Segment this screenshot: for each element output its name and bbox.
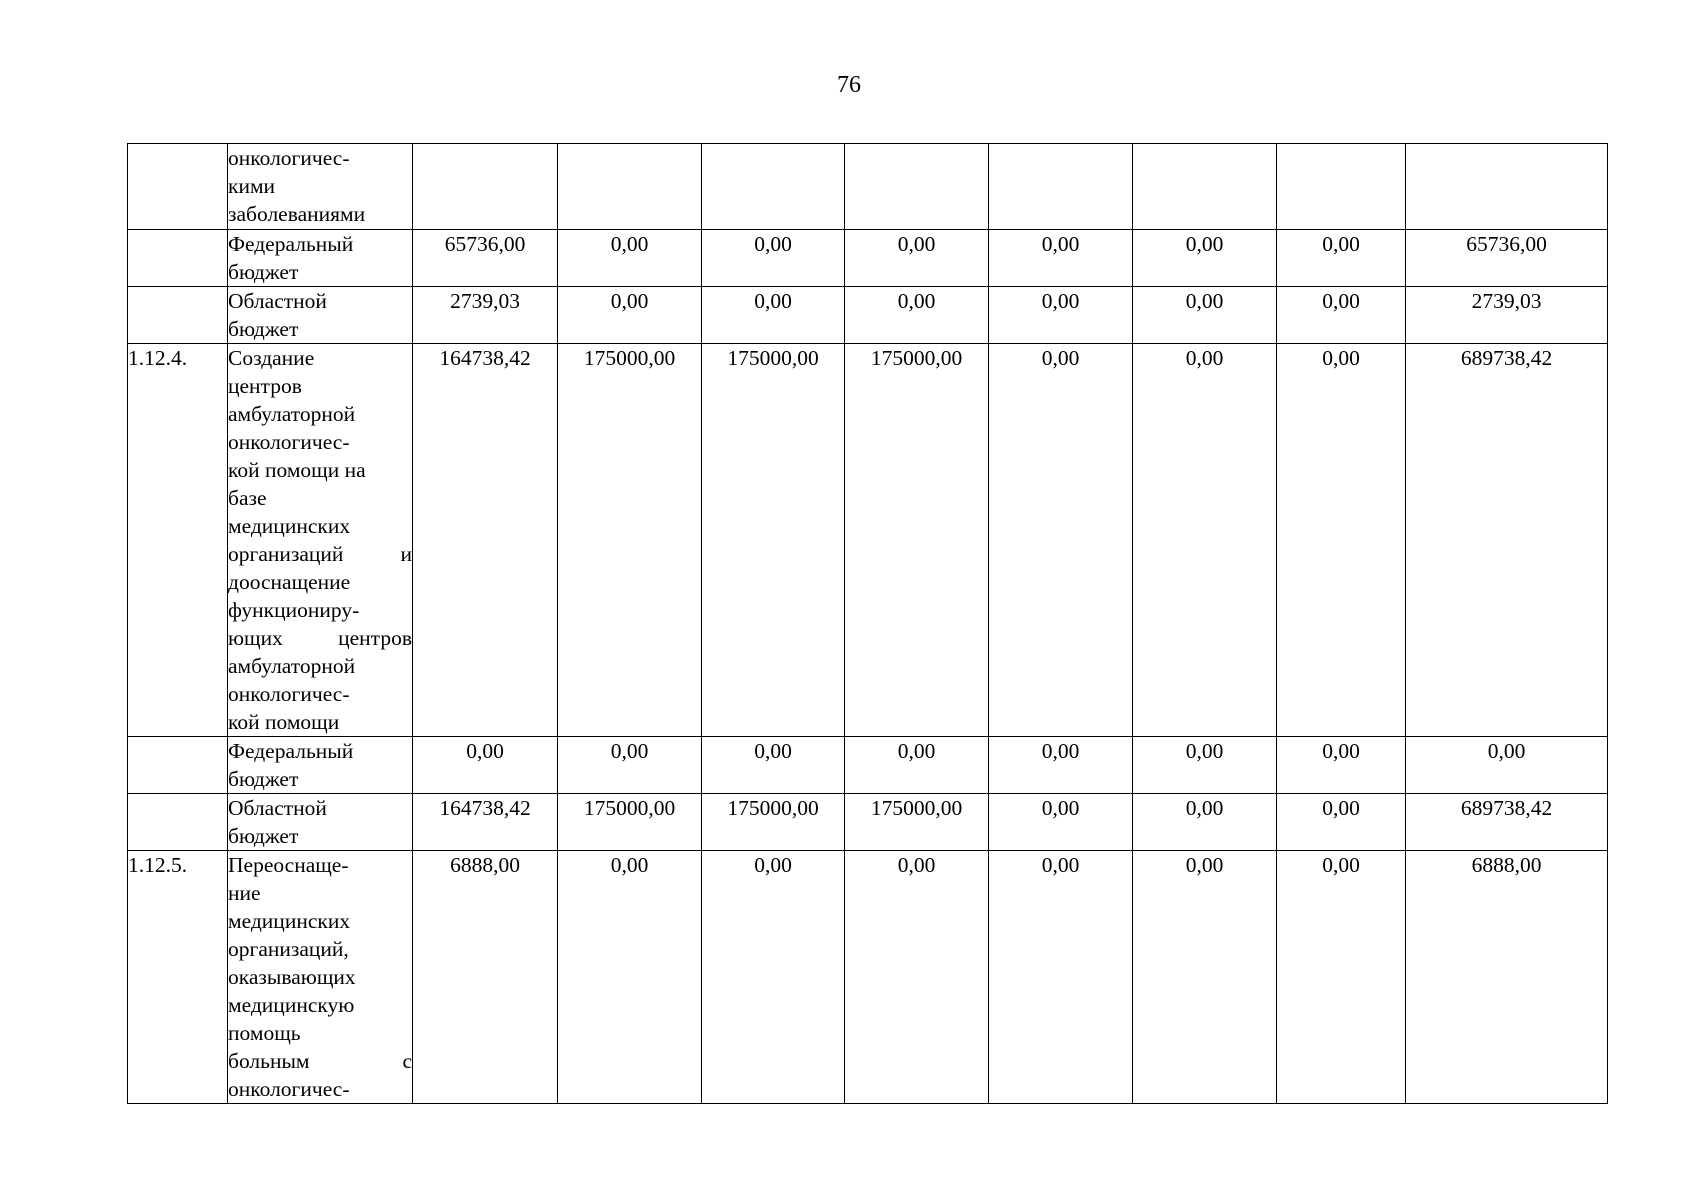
item-number-cell bbox=[128, 794, 228, 851]
item-name-line: бюджет bbox=[228, 260, 299, 284]
budget-table bbox=[127, 143, 1608, 1104]
value-cell: 0,00 bbox=[1277, 794, 1406, 851]
value-cell: 0,00 bbox=[989, 737, 1133, 794]
item-name-line: центров bbox=[228, 374, 302, 398]
item-name-line: бюджет bbox=[228, 824, 299, 848]
item-name-line: Переоснаще- bbox=[228, 853, 349, 877]
value-cell: 0,00 bbox=[1133, 287, 1277, 344]
item-name-line: медицинскую bbox=[228, 993, 355, 1017]
value-cell: 0,00 bbox=[989, 230, 1133, 287]
value-cell: 0,00 bbox=[1406, 737, 1608, 794]
value-cell: 0,00 bbox=[1277, 737, 1406, 794]
value-cell: 6888,00 bbox=[1406, 851, 1608, 1104]
value-cell: 689738,42 bbox=[1406, 344, 1608, 737]
value-cell: 175000,00 bbox=[558, 344, 702, 737]
value-cell: 0,00 bbox=[989, 287, 1133, 344]
item-name-line: онкологичес- bbox=[228, 146, 350, 170]
item-number-cell bbox=[128, 287, 228, 344]
value-cell: 0,00 bbox=[989, 794, 1133, 851]
item-name-line: амбулаторной bbox=[228, 402, 356, 426]
item-name-line: организаций, bbox=[228, 937, 349, 961]
item-name-line: бюджет bbox=[228, 767, 299, 791]
item-name-line: кими bbox=[228, 174, 276, 198]
item-name-cell bbox=[228, 230, 413, 287]
item-name-line: заболеваниями bbox=[228, 202, 366, 226]
value-cell: 0,00 bbox=[1277, 230, 1406, 287]
item-name-cell bbox=[228, 851, 413, 1104]
table-row bbox=[128, 287, 1608, 344]
value-cell: 175000,00 bbox=[702, 344, 845, 737]
value-cell: 0,00 bbox=[1133, 230, 1277, 287]
item-name-line: дооснащение bbox=[228, 570, 351, 594]
value-cell: 164738,42 bbox=[413, 344, 558, 737]
item-name-cell bbox=[228, 737, 413, 794]
item-name-line: ние bbox=[228, 881, 261, 905]
item-name-cell bbox=[228, 344, 413, 737]
item-name-cell bbox=[228, 144, 413, 230]
item-name-line: медицинских bbox=[228, 514, 351, 538]
value-cell: 0,00 bbox=[845, 287, 989, 344]
value-cell: 65736,00 bbox=[1406, 230, 1608, 287]
value-cell: 164738,42 bbox=[413, 794, 558, 851]
item-name-line: бюджет bbox=[228, 317, 299, 341]
value-cell: 689738,42 bbox=[1406, 794, 1608, 851]
item-name-line: Создание bbox=[228, 346, 315, 370]
table-row bbox=[128, 230, 1608, 287]
value-cell bbox=[845, 144, 989, 230]
item-name-line: базе bbox=[228, 486, 267, 510]
item-number-cell bbox=[128, 230, 228, 287]
value-cell: 0,00 bbox=[1133, 344, 1277, 737]
value-cell bbox=[1133, 144, 1277, 230]
value-cell: 2739,03 bbox=[413, 287, 558, 344]
table-row bbox=[128, 737, 1608, 794]
value-cell: 2739,03 bbox=[1406, 287, 1608, 344]
item-number-cell bbox=[128, 737, 228, 794]
value-cell: 0,00 bbox=[558, 287, 702, 344]
table-body bbox=[128, 144, 1608, 1104]
item-number-cell: 1.12.4. bbox=[128, 344, 228, 737]
item-name-line: онкологичес- bbox=[228, 430, 350, 454]
item-name-line: оказывающих bbox=[228, 965, 356, 989]
value-cell: 175000,00 bbox=[845, 794, 989, 851]
item-name-line: функциониру- bbox=[228, 598, 360, 622]
item-name-line: ющих центров bbox=[228, 626, 412, 650]
value-cell: 0,00 bbox=[558, 230, 702, 287]
item-name-line: амбулаторной bbox=[228, 654, 356, 678]
item-name-line: Федеральный bbox=[228, 739, 354, 763]
value-cell: 0,00 bbox=[989, 851, 1133, 1104]
value-cell: 0,00 bbox=[845, 737, 989, 794]
value-cell: 0,00 bbox=[558, 737, 702, 794]
value-cell: 0,00 bbox=[702, 737, 845, 794]
table-row bbox=[128, 851, 1608, 1104]
value-cell: 175000,00 bbox=[845, 344, 989, 737]
page-number: 76 bbox=[837, 72, 861, 98]
item-name-cell bbox=[228, 287, 413, 344]
item-number-cell: 1.12.5. bbox=[128, 851, 228, 1104]
value-cell: 0,00 bbox=[845, 230, 989, 287]
item-name-line: Областной bbox=[228, 289, 327, 313]
item-name-line: помощь bbox=[228, 1021, 301, 1045]
value-cell: 0,00 bbox=[702, 851, 845, 1104]
item-name-line: больным с bbox=[228, 1049, 412, 1073]
value-cell: 6888,00 bbox=[413, 851, 558, 1104]
value-cell: 0,00 bbox=[1277, 851, 1406, 1104]
value-cell: 0,00 bbox=[702, 230, 845, 287]
item-name-line: организаций и bbox=[228, 542, 412, 566]
item-name-line: онкологичес- bbox=[228, 682, 350, 706]
item-name-line: кой помощи на bbox=[228, 458, 366, 482]
item-name-cell bbox=[228, 794, 413, 851]
value-cell: 0,00 bbox=[1133, 851, 1277, 1104]
value-cell bbox=[989, 144, 1133, 230]
value-cell: 0,00 bbox=[1133, 794, 1277, 851]
value-cell: 0,00 bbox=[1277, 344, 1406, 737]
value-cell: 0,00 bbox=[1133, 737, 1277, 794]
value-cell bbox=[558, 144, 702, 230]
value-cell: 0,00 bbox=[558, 851, 702, 1104]
table-row bbox=[128, 794, 1608, 851]
value-cell: 0,00 bbox=[845, 851, 989, 1104]
value-cell: 175000,00 bbox=[702, 794, 845, 851]
item-name-line: Федеральный bbox=[228, 232, 354, 256]
value-cell: 65736,00 bbox=[413, 230, 558, 287]
value-cell bbox=[1277, 144, 1406, 230]
value-cell bbox=[1406, 144, 1608, 230]
value-cell: 0,00 bbox=[702, 287, 845, 344]
value-cell bbox=[702, 144, 845, 230]
item-name-line: онкологичес- bbox=[228, 1077, 350, 1101]
value-cell bbox=[413, 144, 558, 230]
value-cell: 175000,00 bbox=[558, 794, 702, 851]
item-name-line: кой помощи bbox=[228, 710, 340, 734]
item-name-line: медицинских bbox=[228, 909, 351, 933]
value-cell: 0,00 bbox=[989, 344, 1133, 737]
item-number-cell bbox=[128, 144, 228, 230]
value-cell: 0,00 bbox=[1277, 287, 1406, 344]
value-cell: 0,00 bbox=[413, 737, 558, 794]
item-name-line: Областной bbox=[228, 796, 327, 820]
table-row bbox=[128, 344, 1608, 737]
table-row bbox=[128, 144, 1608, 230]
